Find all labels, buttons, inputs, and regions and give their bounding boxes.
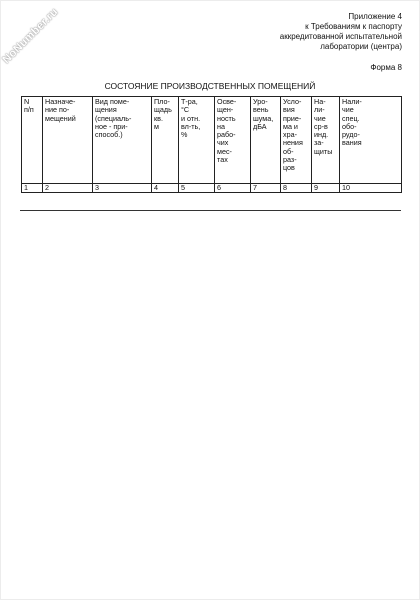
appendix-header xyxy=(232,12,402,52)
watermark: NoNumber.ru xyxy=(0,5,61,67)
header-cell: Вид поме- щения (специаль- ное - при- способ.) xyxy=(93,97,152,184)
header-cell: Усло- вия прие- ма и хра- нения об- раз- цов xyxy=(281,97,312,184)
appendix-line-1: Приложение 4 xyxy=(348,12,402,21)
appendix-line-2: к Требованиям к паспорту xyxy=(305,22,402,31)
header-cell: На- ли- чие ср-в инд. за- щиты xyxy=(312,97,340,184)
column-number: 5 xyxy=(179,184,215,193)
header-cell: N п/п xyxy=(22,97,43,184)
header-cell: Осве- щен- ность на рабо- чих мес- тах xyxy=(215,97,251,184)
document-title: СОСТОЯНИЕ ПРОИЗВОДСТВЕННЫХ ПОМЕЩЕНИЙ xyxy=(104,81,316,91)
column-number: 1 xyxy=(22,184,43,193)
header-cell: Назначе- ние по- мещений xyxy=(43,97,93,184)
header-cell: Т-ра, °С и отн. вл-ть, % xyxy=(179,97,215,184)
column-number: 3 xyxy=(93,184,152,193)
column-number: 4 xyxy=(152,184,179,193)
premises-table xyxy=(21,96,402,193)
column-number: 8 xyxy=(281,184,312,193)
column-number: 10 xyxy=(340,184,402,193)
separator-line xyxy=(20,210,401,211)
header-cell: Нали- чие спец. обо- рудо- вания xyxy=(340,97,402,184)
header-cell: Пло- щадь кв. м xyxy=(152,97,179,184)
header-cell: Уро- вень шума, дБА xyxy=(251,97,281,184)
form-label: Форма 8 xyxy=(370,63,402,72)
column-number: 7 xyxy=(251,184,281,193)
table-number-row xyxy=(22,184,402,193)
appendix-line-3: аккредитованной испытательной xyxy=(279,32,402,41)
column-number: 2 xyxy=(43,184,93,193)
appendix-line-4: лаборатории (центра) xyxy=(320,42,402,51)
table-header-row xyxy=(22,97,402,184)
column-number: 6 xyxy=(215,184,251,193)
column-number: 9 xyxy=(312,184,340,193)
